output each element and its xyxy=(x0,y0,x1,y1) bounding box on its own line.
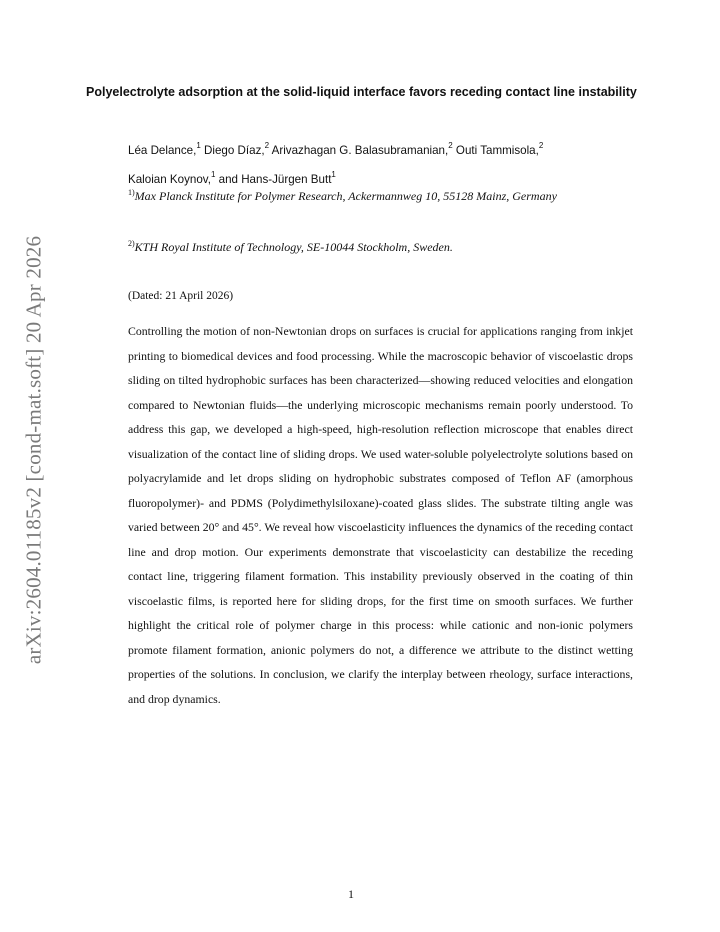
paper-title: Polyelectrolyte adsorption at the solid-liquid interface favors receding contact line instability xyxy=(86,85,637,99)
page-number: 1 xyxy=(348,887,354,901)
author: Arivazhagan G. Balasubramanian,$^2$ xyxy=(271,141,453,157)
arxiv-side-identifier: arXiv:2604.01185v2 [cond-mat.soft] 20 Apr 2026 xyxy=(21,235,46,665)
dated-line: (Dated: 21 April 2026) xyxy=(128,290,234,302)
affiliation-2: $^{2)}$KTH Royal Institute of Technology, SE-10044 Stockholm, Sweden. xyxy=(128,239,453,254)
abstract: Controlling the motion of non-Newtonian drops on surfaces is crucial for applications ranging from inkjet printing to biomedical devices and food processing. While the macroscopic behavior of viscoelastic drops sliding on tilted hydrophobic surfaces has been characterized—showing reduced velocities and elongation compared to Newtonian fluids—the underlying microscopic mechanisms remain poorly understood. To address this gap, we developed a high-speed, high-resolution reflection microscope that enables direct visualization of the contact line of sliding drops. We used water-soluble polyelectrolyte solutions based on polyacrylamide and let drops sliding on hydrophobic substrates composed of Teflon AF (amorphous fluoropolymer)- and PDMS (Polydimethylsiloxane)-coated glass slides. The substrate tilting angle was varied between 20° and 45°. We reveal how viscoelasticity influences the dynamics of the receding contact line and drop motion. Our experiments demonstrate that viscoelasticity can destabilize the receding contact line, triggering filament formation. This instability previously observed in the coating of thin viscoelastic films, is reported here for sliding drops, for the first time on smooth surfaces. We further highlight the critical role of polymer charge in this process: while cationic and non-ionic polymers promote filament formation, anionic polymers do not, a difference we attribute to the distinct wetting properties of the solutions. In conclusion, we clarify the interplay between rheology, surface interactions, and drop dynamics. xyxy=(128,324,633,706)
affiliation-1: $^{1)}$Max Planck Institute for Polymer Research, Ackermannweg 10, 55128 Mainz, Germany xyxy=(128,188,557,203)
author: Diego Díaz,$^2$ xyxy=(204,141,270,157)
author: and Hans-Jürgen Butt$^1$ xyxy=(218,169,336,186)
author: Léa Delance,$^1$ xyxy=(128,141,201,157)
author: Outi Tammisola,$^2$ xyxy=(455,141,544,157)
author: Kaloian Koynov,$^1$ xyxy=(128,169,216,186)
